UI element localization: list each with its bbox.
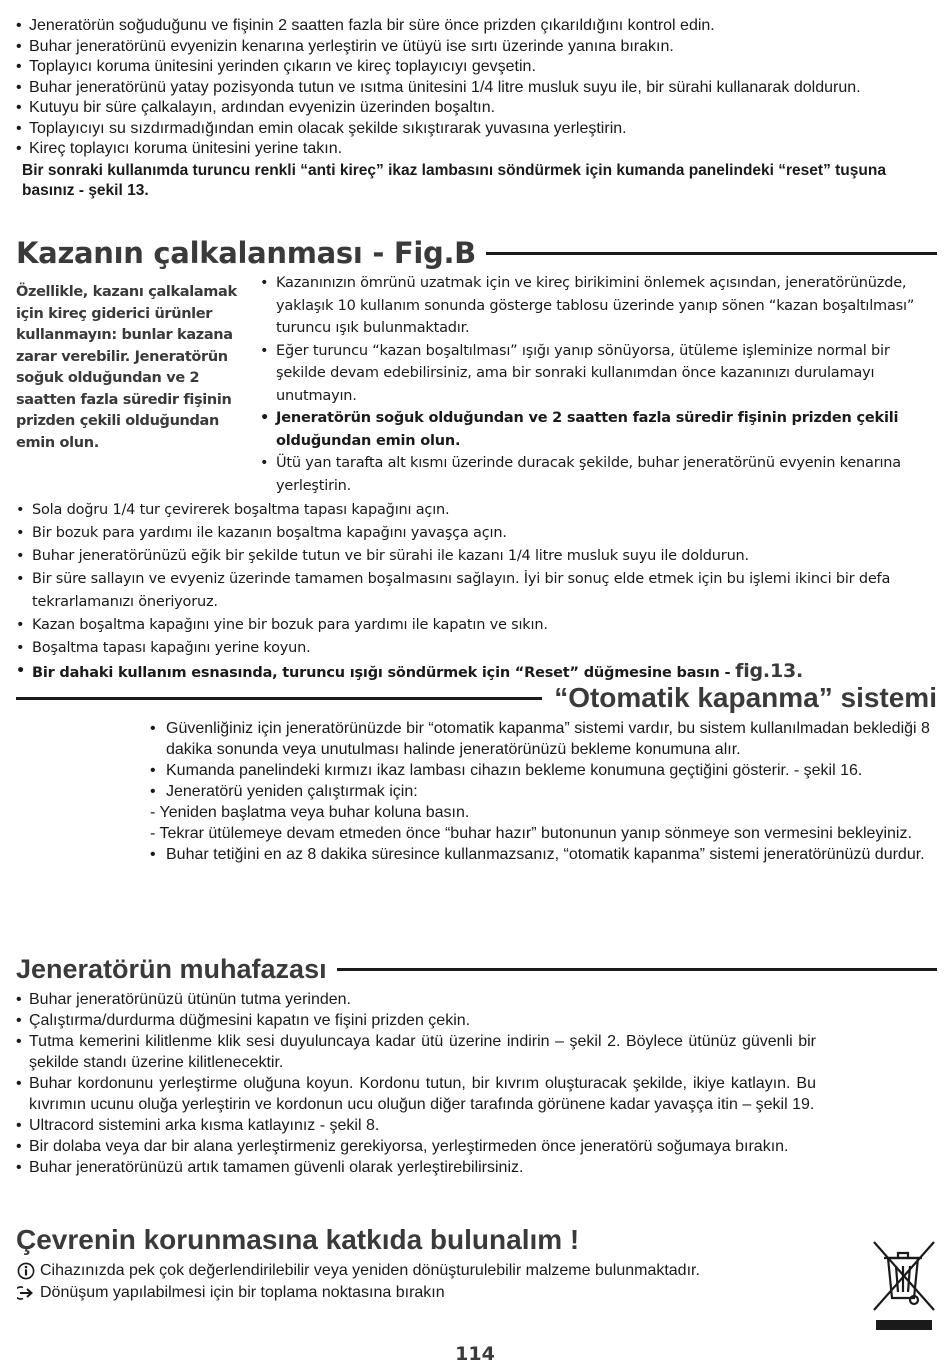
intro-list <box>16 16 936 160</box>
intro-block <box>16 16 936 202</box>
recycle-row <box>16 1282 856 1304</box>
storage-list <box>16 989 816 1178</box>
list-item: • Buhar kordonunu yerleştirme oluğuna koyun. Kordonu tutun, bir kıvrım oluşturacak şekilde, ikiye katlayın. Bu kıvrımın ucunu oluğa yerleştirin ve kordonun ucu oluğun diğer tarafında görünene kadar yavaşça itin – şekil 19. <box>16 1073 816 1115</box>
list-item: • Jeneratörün soğuk olduğundan ve 2 saatten fazla süredir fişinin prizden çekili olduğundan emin olun. <box>260 407 936 452</box>
section-heading: Jeneratörün muhafazası <box>16 954 327 984</box>
arrow-right-circle-icon <box>16 1285 36 1301</box>
reset-note: Bir sonraki kullanımda turuncu renkli “anti kireç” ikaz lambasını söndürmek için kumanda panelindeki “reset” tuşuna basınız - şekil 13. <box>22 161 886 199</box>
list-item: • Buhar jeneratörünü yatay pozisyonda tutun ve ısıtma ünitesini 1/4 litre musluk suyu ile, bir sürahi kullanarak doldurun. <box>16 78 936 99</box>
sub-item: - Tekrar ütülemeye devam etmeden önce “buhar hazır” butonunun yanıp sönmeye son vermesini bekleyiniz. <box>150 825 912 842</box>
list-item: • Kazan boşaltma kapağını yine bir bozuk para yardımı ile kapatın ve sıkın. <box>16 614 937 637</box>
list-item: • Kireç toplayıcı koruma ünitesini yerine takın. <box>16 139 936 160</box>
list-item: • Güvenliğiniz için jeneratörünüzde bir “otomatik kapanma” sistemi vardır, bu sistem kullanılmadan beklediği 8 dakika sonunda veya unutulması halinde jeneratörünüzü bekleme konumuna alır. <box>150 718 930 760</box>
section-heading: “Otomatik kapanma” sistemi <box>554 682 937 713</box>
list-item: • Kumanda panelindeki kırmızı ikaz lambası cihazın bekleme konumuna geçtiğini gösterir. - şekil 16. <box>150 760 930 781</box>
section-heading-row <box>16 682 937 714</box>
list-item: • Boşaltma tapası kapağını yerine koyun. <box>16 637 937 660</box>
side-note: Özellikle, kazanı çalkalamak için kireç giderici ürünler kullanmayın: bunlar kazana zarar verebilir. Jeneratörün soğuk olduğundan ve 2 saatten fazla süredir fişinin prizden çekili olduğundan emin olun. <box>16 284 237 451</box>
page-number: 114 <box>455 1343 495 1365</box>
list-item: • Toplayıcı koruma ünitesini yerinden çıkarın ve kireç toplayıcıyı gevşetin. <box>16 57 936 78</box>
list-item: • Kazanınızın ömrünü uzatmak için ve kireç birikimini önlemek açısından, jeneratörünüzde, yaklaşık 10 kullanım sonunda gösterge tablosu üzerinde yanıp sönen “kazan boşaltılması” turuncu ışık bulunmaktadır. <box>260 272 936 340</box>
list-item: • Tutma kemerini kilitlenme klik sesi duyuluncaya kadar ütü üzerine indirin – şekil 2. Böylece ütünüz güvenli bir şekilde standı üzerine kilitlenecektir. <box>16 1031 816 1073</box>
list-item: • Bir dolaba veya dar bir alana yerleştirmeniz gerekiyorsa, yerleştirmeden önce jeneratörü soğumaya bırakın. <box>16 1136 816 1157</box>
auto-off-list <box>150 718 930 865</box>
section-heading: Çevrenin korunmasına katkıda bulunalım ! <box>16 1224 580 1255</box>
info-text: Cihazınızda pek çok değerlendirilebilir veya yeniden dönüşturulebilir malzeme bulunmaktadır. <box>40 1262 700 1279</box>
section-heading-row <box>16 236 937 270</box>
crossed-out-bin-icon <box>870 1238 938 1334</box>
heading-rule <box>16 697 542 700</box>
section-heading: Kazanın çalkalanması - Fig.B <box>16 236 476 270</box>
list-item: • Bir bozuk para yardımı ile kazanın boşaltma kapağını yavaşça açın. <box>16 522 937 545</box>
info-icon <box>16 1262 36 1280</box>
list-item: • Buhar jeneratörünü evyenizin kenarına yerleştirin ve ütüyü ise sırtı üzerinde yanına bırakın. <box>16 37 936 58</box>
list-item: • Ütü yan tarafta alt kısmı üzerinde duracak şekilde, buhar jeneratörünü evyenin kenarına yerleştirin. <box>260 452 936 497</box>
sub-item: - Yeniden başlatma veya buhar koluna basın. <box>150 804 470 821</box>
auto-off-block <box>150 718 930 865</box>
list-item: • Buhar tetiğini en az 8 dakika süresince kullanmazsanız, “otomatik kapanma” sistemi jeneratörünüzü durdur. <box>150 844 930 865</box>
list-item: • Eğer turuncu “kazan boşaltılması” ışığı yanıp sönüyorsa, ütüleme işleminize normal bir şekilde devam edebilirsiniz, ama bir sonraki kullanımdan önce kazanınızı durulamayı unutmayın. <box>260 340 936 408</box>
list-item: • Bir süre sallayın ve evyeniz üzerinde tamamen boşalmasını sağlayın. İyi bir sonuç elde etmek için bu işlemi ikinci bir defa tekrarlamanızı öneriyoruz. <box>16 568 937 614</box>
list-item: • Toplayıcıyı su sızdırmadığından emin olacak şekilde sıkıştırarak yuvasına yerleştirin. <box>16 119 936 140</box>
heading-rule <box>337 968 937 971</box>
heading-rule <box>486 252 937 255</box>
rinse-intro-list <box>260 272 936 497</box>
environment-block <box>16 1260 856 1304</box>
list-item: • Buhar jeneratörünüzü artık tamamen güvenli olarak yerleştirebilirsiniz. <box>16 1157 816 1178</box>
info-row <box>16 1260 856 1282</box>
list-item: • Jeneratörün soğuduğunu ve fişinin 2 saatten fazla bir süre önce prizden çıkarıldığını kontrol edin. <box>16 16 936 37</box>
figure-reference: fig.13. <box>735 660 804 682</box>
rinse-steps-list <box>16 499 937 685</box>
section-heading-row <box>16 954 937 985</box>
list-item: • Jeneratörü yeniden çalıştırmak için: <box>150 781 930 802</box>
list-item: • Çalıştırma/durdurma düğmesini kapatın ve fişini prizden çekin. <box>16 1010 816 1031</box>
list-item: • Buhar jeneratörünüzü eğik bir şekilde tutun ve bir sürahi ile kazanı 1/4 litre musluk suyu ile doldurun. <box>16 545 937 568</box>
list-item: • Buhar jeneratörünüzü ütünün tutma yerinden. <box>16 989 816 1010</box>
list-item: • Kutuyu bir süre çalkalayın, ardından evyenizin üzerinden boşaltın. <box>16 98 936 119</box>
reset-step-text: Bir dahaki kullanım esnasında, turuncu ışığı söndürmek için “Reset” düğmesine basın - <box>32 665 731 681</box>
recycle-text: Dönüşum yapılabilmesi için bir toplama noktasına bırakın <box>40 1284 445 1301</box>
list-item: • Ultracord sistemini arka kısma katlayınız - şekil 8. <box>16 1115 816 1136</box>
list-item: • Sola doğru 1/4 tur çevirerek boşaltma tapası kapağını açın. <box>16 499 937 522</box>
